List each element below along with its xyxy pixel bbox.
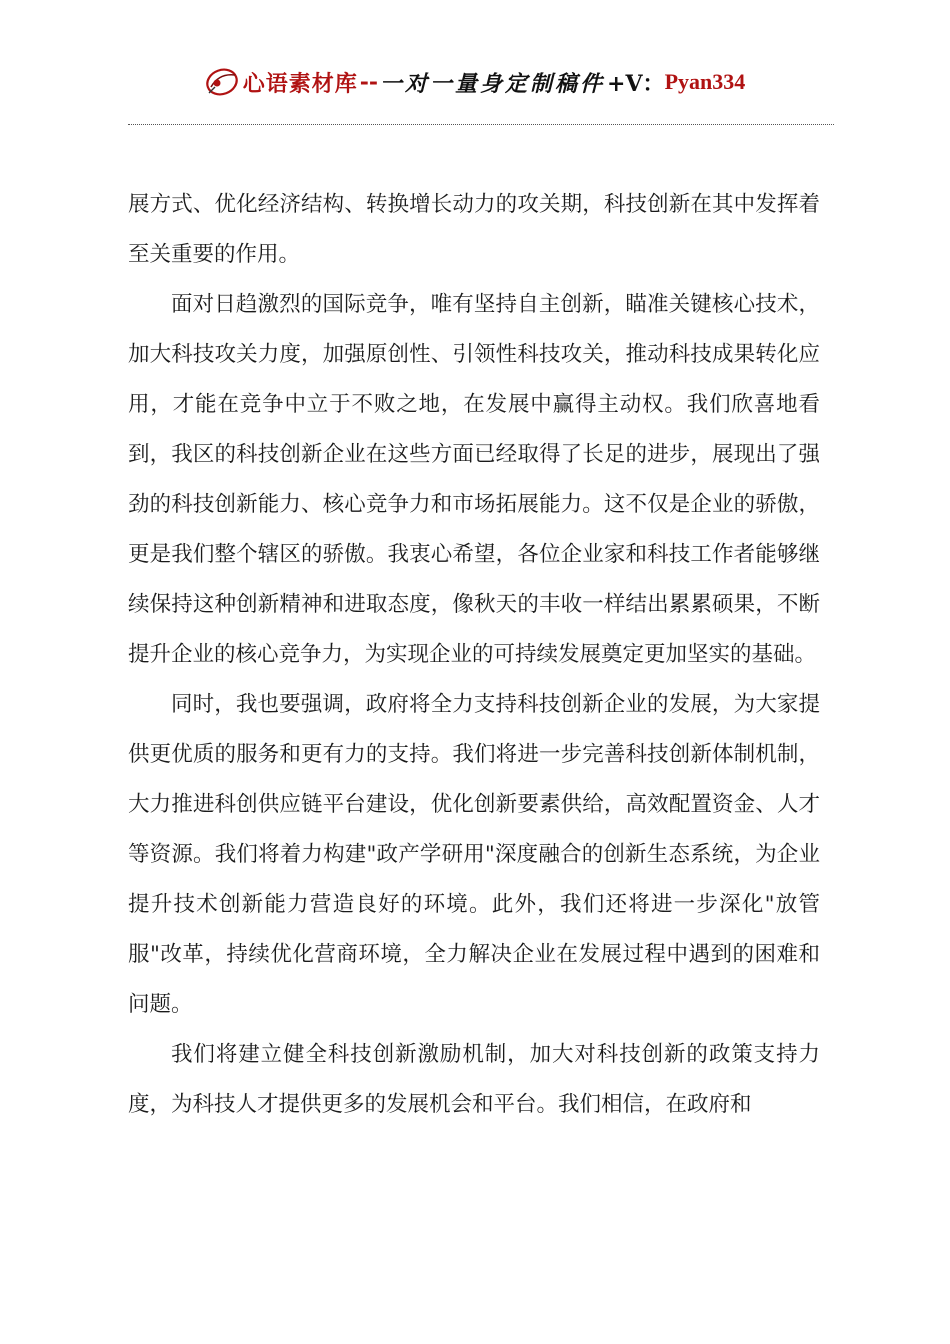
paragraph: 面对日趋激烈的国际竞争，唯有坚持自主创新，瞄准关键核心技术，加大科技攻关力度，加强原创性、引领性科技攻关，推动科技成果转化应用，才能在竞争中立于不败之地，在发展中赢得主动权。我们欣喜地看到，我区的科技创新企业在这些方面已经取得了长足的进步，展现出了强劲的科技创新能力、核心竞争力和市场拓展能力。这不仅是企业的骄傲，更是我们整个辖区的骄傲。我衷心希望，各位企业家和科技工作者能够继续保持这种创新精神和进取态度，像秋天的丰收一样结出累累硕果，不断提升企业的核心竞争力，为实现企业的可持续发展奠定更加坚实的基础。	[128, 292, 820, 667]
header-brand: 心语素材库	[242, 70, 358, 97]
page-header	[0, 62, 950, 102]
header-line	[205, 65, 746, 99]
paragraph: 同时，我也要强调，政府将全力支持科技创新企业的发展，为大家提供更优质的服务和更有力的支持。我们将进一步完善科技创新体制机制，大力推进科创供应链平台建设，优化创新要素供给，高效配置资金、人才等资源。我们将着力构建"政产学研用"深度融合的创新生态系统，为企业提升技术创新能力营造良好的环境。此外，我们还将进一步深化"放管服"改革，持续优化营商环境，全力解决企业在发展过程中遇到的困难和问题。	[128, 692, 820, 1017]
header-divider	[128, 124, 834, 125]
brand-logo-icon	[205, 65, 241, 99]
paragraph-continued: 展方式、优化经济结构、转换增长动力的攻关期，科技创新在其中发挥着至关重要的作用。	[128, 192, 820, 267]
header-contact-id: Pyan334	[664, 69, 746, 94]
header-slogan: 一对一量身定制稿件	[380, 70, 606, 97]
header-separator: --	[359, 69, 379, 95]
document-body	[128, 180, 820, 1130]
header-contact-prefix: +V：	[607, 70, 665, 97]
paragraph: 我们将建立健全科技创新激励机制，加大对科技创新的政策支持力度，为科技人才提供更多的发展机会和平台。我们相信，在政府和	[128, 1042, 820, 1117]
